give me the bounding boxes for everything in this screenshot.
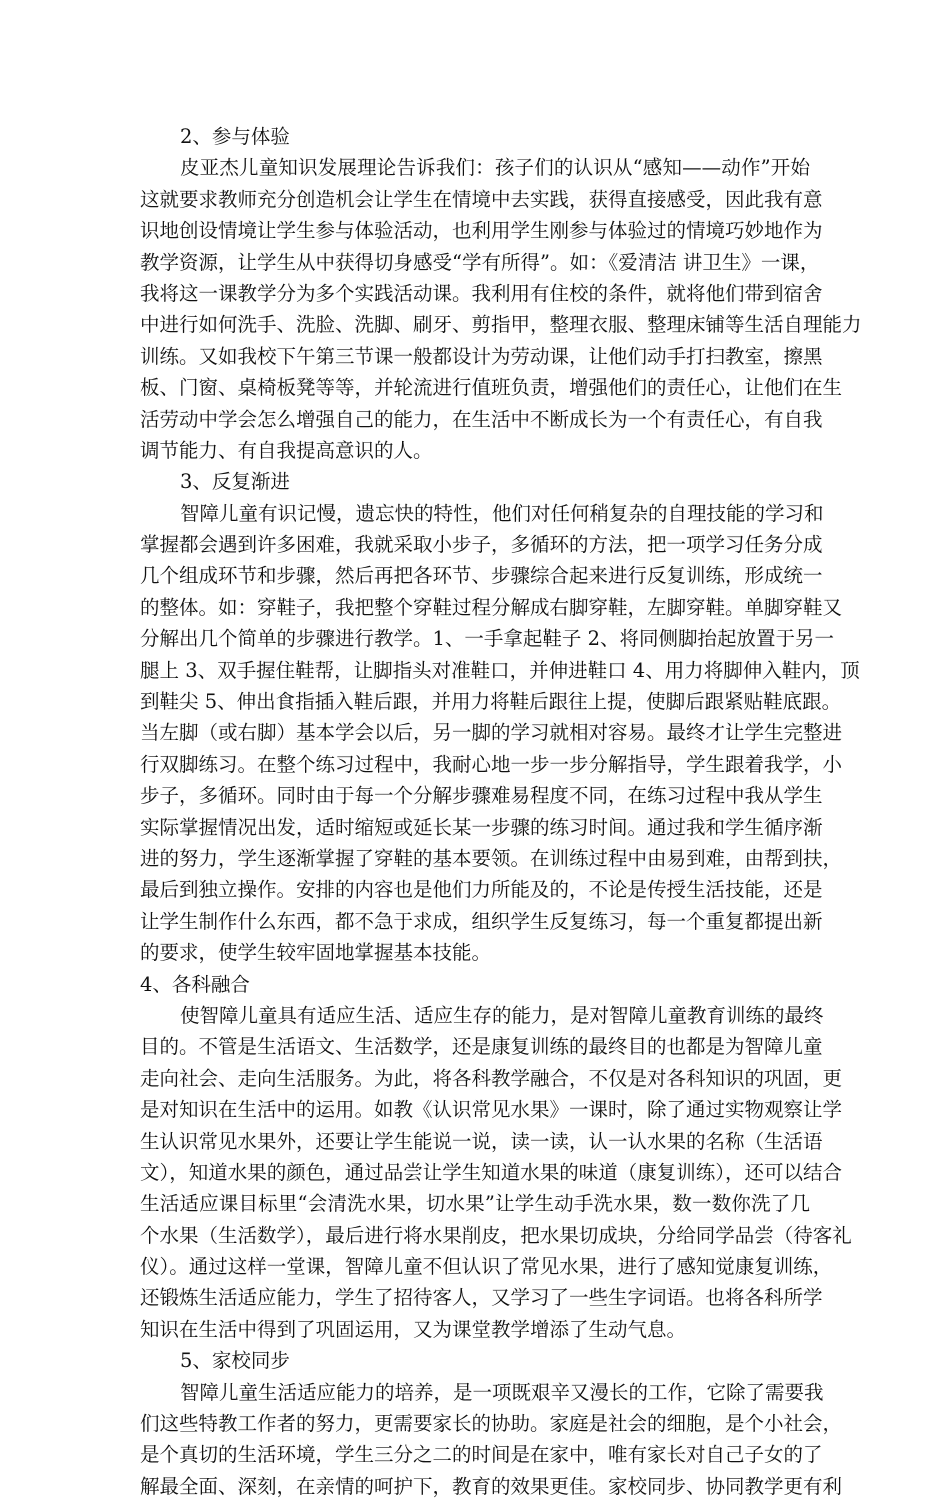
text-line: 知识在生活中得到了巩固运用，又为课堂教学增添了生动气息。	[140, 1317, 687, 1341]
text-line: 让学生制作什么东西，都不急于求成，组织学生反复练习，每一个重复都提出新	[140, 909, 823, 933]
text-line: 分解出几个简单的步骤进行教学。1、一手拿起鞋子 2、将同侧脚抬起放置于另一	[140, 627, 835, 651]
section-heading: 3、反复渐进	[180, 470, 290, 494]
text-line: 调节能力、有自我提高意识的人。	[140, 438, 433, 462]
text-line: 使智障儿童具有适应生活、适应生存的能力，是对智障儿童教育训练的最终	[180, 1003, 824, 1027]
text-line: 仪）。通过这样一堂课，智障儿童不但认识了常见水果，进行了感知觉康复训练，	[140, 1255, 833, 1279]
text-line: 当左脚（或右脚）基本学会以后，另一脚的学习就相对容易。最终才让学生完整进	[140, 721, 843, 745]
text-line: 的整体。如：穿鞋子，我把整个穿鞋过程分解成右脚穿鞋，左脚穿鞋。单脚穿鞋又	[140, 595, 843, 619]
text-line: 识地创设情境让学生参与体验活动，也利用学生刚参与体验过的情境巧妙地作为	[140, 219, 823, 243]
text-line: 板、门窗、桌椅板凳等等，并轮流进行值班负责，增强他们的责任心，让他们在生	[140, 376, 843, 400]
section-heading: 5、家校同步	[180, 1349, 290, 1373]
text-line: 腿上 3、双手握住鞋帮，让脚指头对准鞋口，并伸进鞋口 4、用力将脚伸入鞋内，顶	[140, 658, 860, 682]
document-page	[140, 121, 862, 1502]
text-line: 我将这一课教学分为多个实践活动课。我利用有住校的条件，就将他们带到宿舍	[140, 281, 823, 305]
text-line: 解最全面、深刻，在亲情的呵护下，教育的效果更佳。家校同步、协同教学更有利	[140, 1474, 843, 1498]
text-line: 几个组成环节和步骤，然后再把各环节、步骤综合起来进行反复训练，形成统一	[140, 564, 823, 588]
text-line: 进的努力，学生逐渐掌握了穿鞋的基本要领。在训练过程中由易到难，由帮到扶，	[140, 846, 843, 870]
text-line: 生活适应课目标里“会清洗水果，切水果”让学生动手洗水果，数一数你洗了几	[140, 1192, 810, 1216]
text-line: 步子，多循环。同时由于每一个分解步骤难易程度不同，在练习过程中我从学生	[140, 784, 823, 808]
text-line: 最后到独立操作。安排的内容也是他们力所能及的，不论是传授生活技能，还是	[140, 878, 823, 902]
text-line: 目的。不管是生活语文、生活数学，还是康复训练的最终目的也都是为智障儿童	[140, 1035, 823, 1059]
text-line: 还锻炼生活适应能力，学生了招待客人，又学习了一些生字词语。也将各科所学	[140, 1286, 823, 1310]
text-line: 是对知识在生活中的运用。如教《认识常见水果》一课时，除了通过实物观察让学	[140, 1098, 843, 1122]
text-line: 实际掌握情况出发，适时缩短或延长某一步骤的练习时间。通过我和学生循序渐	[140, 815, 823, 839]
text-line: 是个真切的生活环境，学生三分之二的时间是在家中，唯有家长对自己子女的了	[140, 1443, 823, 1467]
text-line: 训练。又如我校下午第三节课一般都设计为劳动课，让他们动手打扫教室，擦黑	[140, 344, 823, 368]
text-line: 个水果（生活数学），最后进行将水果削皮，把水果切成块，分给同学品尝（待客礼	[140, 1223, 852, 1247]
text-line: 们这些特教工作者的努力，更需要家长的协助。家庭是社会的细胞，是个小社会，	[140, 1412, 843, 1436]
section-heading: 2、参与体验	[180, 125, 290, 148]
text-line: 行双脚练习。在整个练习过程中，我耐心地一步一步分解指导，学生跟着我学，小	[140, 752, 843, 776]
text-line: 皮亚杰儿童知识发展理论告诉我们：孩子们的认识从“感知——动作”开始	[180, 156, 810, 180]
text-line: 中进行如何洗手、洗脸、洗脚、刷牙、剪指甲，整理衣服、整理床铺等生活自理能力	[140, 313, 862, 337]
text-line: 到鞋尖 5、伸出食指插入鞋后跟，并用力将鞋后跟往上提，使脚后跟紧贴鞋底跟。	[140, 690, 842, 714]
text-line: 生认识常见水果外，还要让学生能说一说，读一读，认一认水果的名称（生活语	[140, 1129, 823, 1153]
section-heading: 4、各科融合	[140, 972, 250, 996]
text-line: 这就要求教师充分创造机会让学生在情境中去实践，获得直接感受，因此我有意	[140, 187, 823, 211]
text-line: 活劳动中学会怎么增强自己的能力，在生活中不断成长为一个有责任心，有自我	[140, 407, 823, 431]
text-line: 掌握都会遇到许多困难，我就采取小步子，多循环的方法，把一项学习任务分成	[140, 533, 823, 557]
text-line: 智障儿童生活适应能力的培养，是一项既艰辛又漫长的工作，它除了需要我	[180, 1380, 824, 1404]
text-line: 文），知道水果的颜色，通过品尝让学生知道水果的味道（康复训练），还可以结合	[140, 1160, 843, 1184]
text-line: 走向社会、走向生活服务。为此，将各科教学融合，不仅是对各科知识的巩固，更	[140, 1066, 843, 1090]
text-line: 的要求，使学生较牢固地掌握基本技能。	[140, 941, 492, 965]
text-line: 教学资源，让学生从中获得切身感受“学有所得”。如：《爱清洁 讲卫生》一课，	[140, 250, 820, 274]
text-line: 智障儿童有识记慢，遗忘快的特性，他们对任何稍复杂的自理技能的学习和	[180, 501, 824, 525]
